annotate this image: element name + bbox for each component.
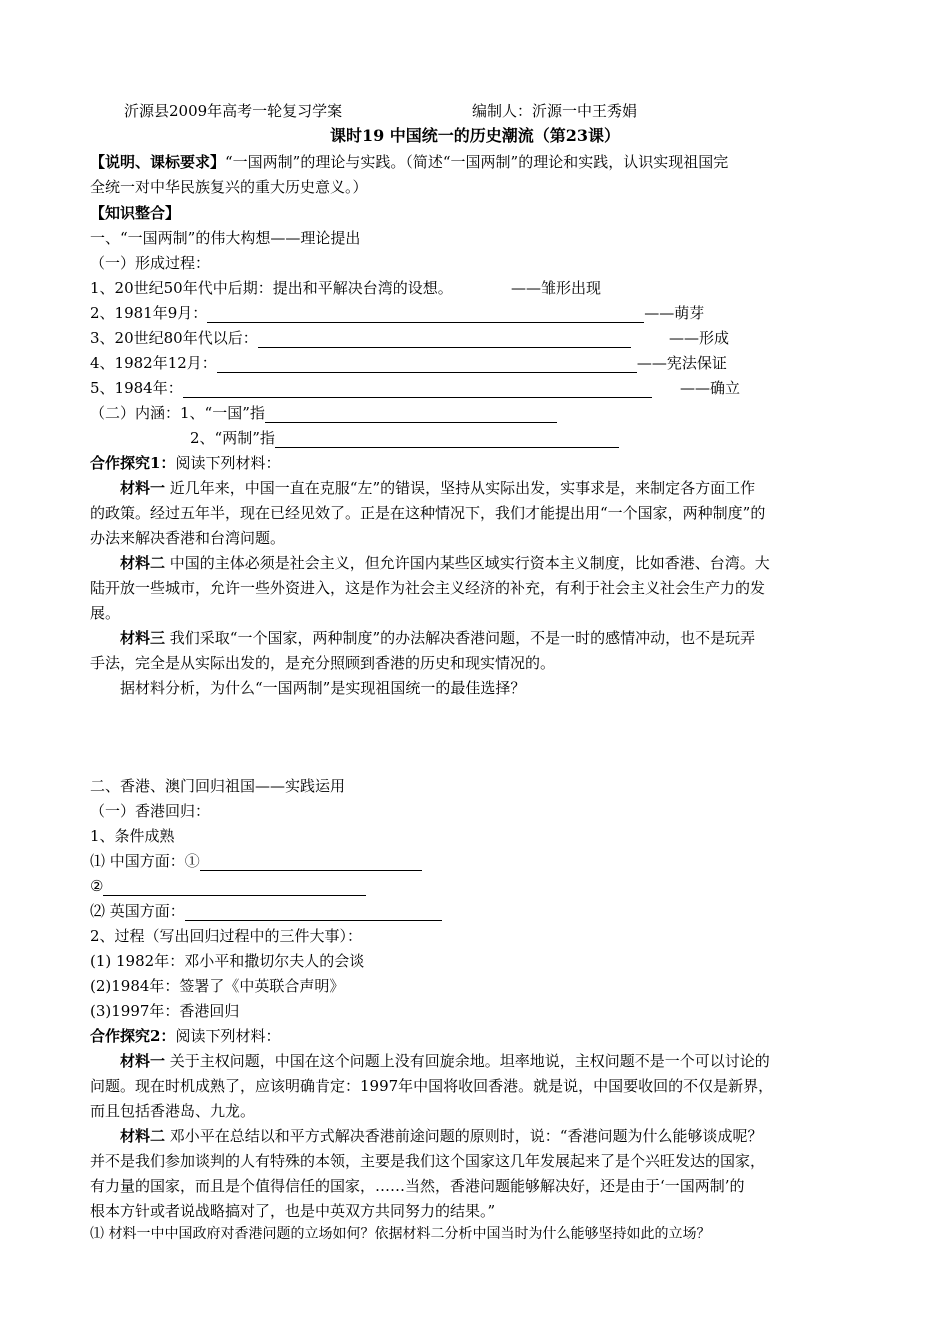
explore1-m1-text1: 近几年来，中国一直在克服“左”的错误，坚持从实际出发，实事求是，来制定各方面工作 [169, 479, 756, 497]
part1-item-3-suffix: ——形成 [669, 329, 730, 347]
blank-china-1[interactable] [200, 854, 422, 871]
explore2-m2-label: 材料二 [120, 1127, 166, 1145]
part2-china-text: ⑴ 中国方面：① [90, 852, 200, 870]
explore1-m3-label: 材料三 [120, 629, 166, 647]
part1-item-2-text: 2、1981年9月： [90, 304, 208, 322]
blank-uk[interactable] [185, 904, 442, 921]
part1-item-5-suffix: ——确立 [680, 379, 741, 397]
explore2-m1-line1 [120, 1051, 860, 1071]
explore2-question: ⑴ 材料一中中国政府对香港问题的立场如何？依据材料二分析中国当时为什么能够坚持如此的立场？ [90, 1226, 711, 1242]
explore2-m1-text1: 关于主权问题，中国在这个问题上没有回旋余地。坦率地说，主权问题不是一个可以讨论的 [169, 1052, 770, 1070]
explore2-lead: 阅读下列材料： [175, 1027, 281, 1045]
header-left: 沂源县2009年高考一轮复习学案 [124, 102, 343, 120]
explore1-question: 据材料分析，为什么“一国两制”是实现祖国统一的最佳选择？ [120, 679, 526, 697]
intro-bracket-label: 【说明、课标要求】 [90, 153, 226, 171]
part1-item-5 [90, 378, 860, 398]
part1-item-3-text: 3、20世纪80年代以后： [90, 329, 258, 347]
part1-item-1-suffix: ——雏形出现 [511, 279, 602, 297]
explore1-m3-line1 [120, 628, 860, 648]
explore1-heading [90, 453, 860, 473]
part1-heading: 一、“一国两制”的伟大构想——理论提出 [90, 229, 361, 247]
part1-sub2b [190, 428, 619, 448]
part1-item-2 [90, 303, 860, 323]
intro-line-2: 全统一对中华民族复兴的重大历史意义。） [90, 178, 368, 196]
intro-line-1 [90, 152, 860, 172]
explore1-lead: 阅读下列材料： [175, 454, 281, 472]
part1-item-1: 1、20世纪50年代中后期：提出和平解决台湾的设想。 [90, 279, 453, 297]
blank-1980s[interactable] [258, 331, 631, 348]
explore2-m2-line2: 并不是我们参加谈判的人有特殊的本领，主要是我们这个国家这几年发展起来了是个兴旺发达的国家， [90, 1152, 766, 1170]
explore1-m2-line1 [120, 553, 860, 573]
part1-item-4-suffix: ——宪法保证 [636, 354, 727, 372]
explore2-m2-line3: 有力量的国家，而且是个值得信任的国家，……当然，香港问题能够解决好，还是由于‘一国两制’的 [90, 1177, 745, 1195]
part2-event-2: (2)1984年：签署了《中英联合声明》 [90, 977, 345, 995]
part2-cond: 1、条件成熟 [90, 827, 175, 845]
explore2-m1-label: 材料一 [120, 1052, 166, 1070]
part2-uk-text: ⑵ 英国方面： [90, 902, 185, 920]
blank-china-2[interactable] [103, 879, 366, 896]
part1-item-4-text: 4、1982年12月： [90, 354, 217, 372]
explore1-m2-line2: 陆开放一些城市，允许一些外资进入，这是作为社会主义经济的补充，有利于社会主义社会生产力的发 [90, 579, 766, 597]
part1-sub2-text: （二）内涵：1、“一国”指 [90, 404, 265, 422]
part2-china [90, 851, 860, 871]
explore2-m2-line1 [120, 1126, 860, 1146]
part1-sub1: （一）形成过程： [90, 254, 211, 272]
explore2-m2-text1: 邓小平在总结以和平方式解决香港前途问题的原则时，说：“香港问题为什么能够谈成呢？ [169, 1127, 763, 1145]
explore1-m1-line1 [120, 478, 860, 498]
part2-heading: 二、香港、澳门回归祖国——实践运用 [90, 777, 346, 795]
part2-china-2 [90, 876, 860, 896]
page-title: 课时19 中国统一的历史潮流（第23课） [329, 126, 621, 145]
blank-1982[interactable] [217, 356, 637, 373]
explore1-m1-line2: 的政策。经过五年半，现在已经见效了。正是在这种情况下，我们才能提出用“一个国家，两种制度”的 [90, 504, 766, 522]
explore2-m2-line4: 根本方针或者说战略搞对了，也是中英双方共同努力的结果。” [90, 1202, 496, 1220]
part2-event-1: (1) 1982年：邓小平和撒切尔夫人的会谈 [90, 952, 365, 970]
explore1-m2-line3: 展。 [90, 604, 121, 622]
blank-one-country[interactable] [265, 406, 557, 423]
explore1-m3-text1: 我们采取“一个国家，两种制度”的办法解决香港问题，不是一时的感情冲动，也不是玩弄 [169, 629, 756, 647]
part1-item-3 [90, 328, 860, 348]
intro-text-1: “一国两制”的理论与实践。（简述“一国两制”的理论和实践，认识实现祖国完 [225, 153, 729, 171]
explore1-m1-label: 材料一 [120, 479, 166, 497]
explore2-m1-line2: 问题。现在时机成熟了，应该明确肯定：1997年中国将收回香港。就是说，中国要收回的不仅是新界， [90, 1077, 774, 1095]
part1-sub2 [90, 403, 860, 423]
explore1-m3-line2: 手法，完全是从实际出发的，是充分照顾到香港的历史和现实情况的。 [90, 654, 556, 672]
explore2-m1-line3: 而且包括香港岛、九龙。 [90, 1102, 256, 1120]
part1-item-4 [90, 353, 860, 373]
knowledge-heading: 【知识整合】 [90, 204, 181, 222]
explore1-m1-line3: 办法来解决香港和台湾问题。 [90, 529, 286, 547]
part2-sub1: （一）香港回归： [90, 802, 211, 820]
part1-sub2b-text: 2、“两制”指 [190, 429, 275, 447]
explore1-m2-text1: 中国的主体必须是社会主义，但允许国内某些区域实行资本主义制度，比如香港、台湾。大 [169, 554, 770, 572]
part2-uk [90, 901, 860, 921]
blank-1981[interactable] [207, 306, 644, 323]
explore2-heading [90, 1026, 860, 1046]
header-right: 编制人：沂源一中王秀娟 [472, 102, 638, 120]
blank-1984[interactable] [183, 381, 652, 398]
blank-two-systems[interactable] [275, 431, 619, 448]
part1-item-2-suffix: ——萌芽 [644, 304, 705, 322]
part2-process: 2、过程（写出回归过程中的三件大事）： [90, 927, 363, 945]
part1-item-5-text: 5、1984年： [90, 379, 183, 397]
part2-china-2-text: ② [90, 877, 104, 895]
part2-event-3: (3)1997年：香港回归 [90, 1002, 240, 1020]
explore2-label: 合作探究2： [90, 1027, 176, 1045]
explore1-label: 合作探究1： [90, 454, 176, 472]
explore1-m2-label: 材料二 [120, 554, 166, 572]
